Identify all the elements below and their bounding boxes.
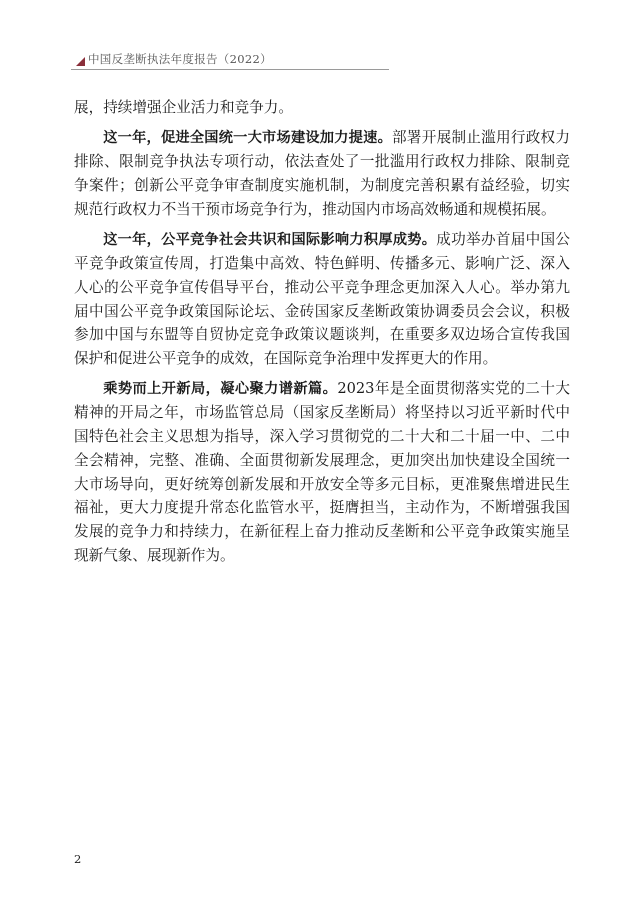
paragraph-international-influence xyxy=(74,228,570,371)
paragraph-outlook xyxy=(74,377,570,568)
paragraph-text: 部署开展制止滥用行政权力排除、限制竞争执法专项行动，依法查处了一批滥用行政权力排除、限制竞争案件；创新公平竞争审查制度实施机制，为制度完善积累有益经验，切实规范行政权力不当干预市场竞争行为，推动国内市场高效畅通和规模拓展。 xyxy=(74,128,570,218)
paragraph-market-integration xyxy=(74,126,570,222)
running-header xyxy=(71,50,389,70)
header-rule xyxy=(71,69,389,70)
header-triangle-icon xyxy=(76,57,85,66)
paragraph-text: 2023年是全面贯彻落实党的二十大精神的开局之年，市场监管总局（国家反垄断局）将坚持以习近平新时代中国特色社会主义思想为指导，深入学习贯彻党的二十大和二十届一中、二中全会精神，完整、准确、全面贯彻新发展理念，更加突出加快建设全国统一大市场导向，更好统筹创新发展和开放安全等多元目标，更准聚焦增进民生福祉，更大力度提升常态化监管水平，挺膺担当，主动作为，不断增强我国发展的竞争力和持续力，在新征程上奋力推动反垄断和公平竞争政策实施呈现新气象、展现新作为。 xyxy=(74,379,570,564)
paragraph-lead: 这一年，公平竞争社会共识和国际影响力积厚成势。 xyxy=(103,231,437,248)
header-title: 中国反垄断执法年度报告（2022） xyxy=(88,52,272,66)
paragraph-continuation xyxy=(74,96,570,120)
page-number: 2 xyxy=(74,852,82,866)
paragraph-text: 成功举办首届中国公平竞争政策宣传周，打造集中高效、特色鲜明、传播多元、影响广泛、深入人心的公平竞争宣传倡导平台，推动公平竞争理念更加深入人心。举办第九届中国公平竞争政策国际论坛、金砖国家反垄断政策协调委员会会议，积极参加中国与东盟等自贸协定竞争政策议题谈判，在重要多双边场合宣传我国保护和促进公平竞争的成效，在国际竞争治理中发挥更大的作用。 xyxy=(74,230,570,368)
paragraph-text: 展，持续增强企业活力和竞争力。 xyxy=(74,99,293,116)
paragraph-lead: 这一年，促进全国统一大市场建设加力提速。 xyxy=(103,129,393,146)
paragraph-lead: 乘势而上开新局，凝心聚力谱新篇。 xyxy=(103,380,338,397)
body-text xyxy=(74,96,570,567)
